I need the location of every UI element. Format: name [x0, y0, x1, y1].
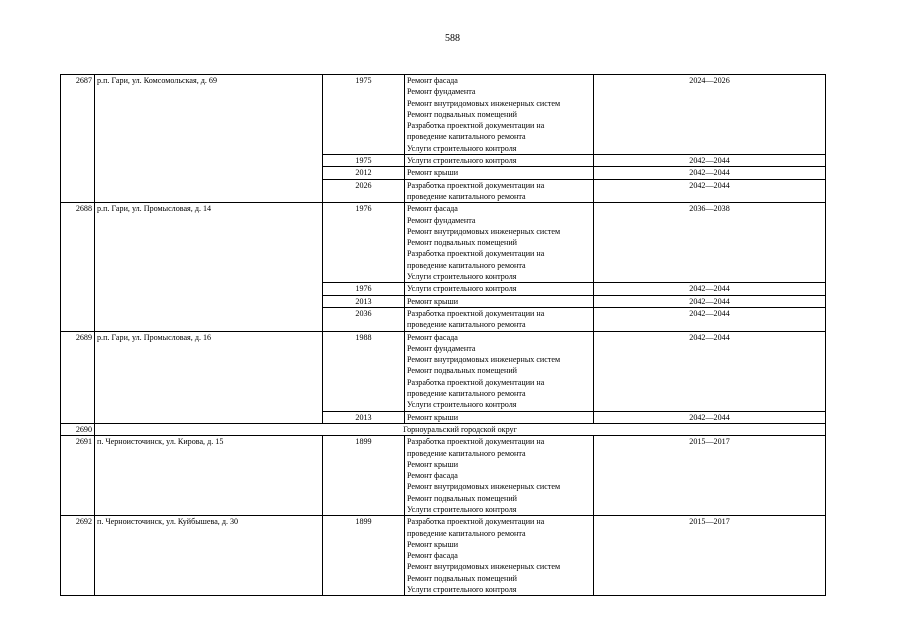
period-cell: 2042—2044 [594, 283, 826, 295]
work-item: Услуги строительного контроля [407, 284, 517, 294]
period-cell: 2042—2044 [594, 155, 826, 167]
works-cell [405, 331, 594, 411]
row-number: 2687 [61, 75, 95, 203]
works-cell [405, 203, 594, 283]
period-cell: 2015—2017 [594, 516, 826, 596]
period-cell: 2042—2044 [594, 411, 826, 423]
work-item: Услуги строительного контроля [407, 504, 517, 514]
row-number: 2691 [61, 436, 95, 516]
work-item: проведение капитального ремонта [407, 389, 526, 399]
works-cell [405, 516, 594, 596]
works-cell [405, 75, 594, 155]
row-number: 2688 [61, 203, 95, 331]
works-cell [405, 411, 594, 423]
work-item: Ремонт фундамента [407, 87, 476, 97]
section-row [61, 423, 826, 435]
section-title: Горноуральский городской округ [95, 423, 826, 435]
work-item: Ремонт фасада [407, 332, 458, 342]
period-cell: 2042—2044 [594, 167, 826, 179]
period-cell: 2024—2026 [594, 75, 826, 155]
period-cell: 2015—2017 [594, 436, 826, 516]
table-row [61, 436, 826, 516]
work-item: Ремонт внутридомовых инженерных систем [407, 482, 561, 492]
year-cell: 1899 [323, 436, 405, 516]
work-item: Ремонт крыши [407, 539, 459, 549]
work-item: Разработка проектной документации на [407, 121, 545, 131]
year-cell: 2012 [323, 167, 405, 179]
period-cell: 2042—2044 [594, 179, 826, 203]
works-cell [405, 307, 594, 331]
period-cell: 2042—2044 [594, 331, 826, 411]
work-item: Разработка проектной документации на [407, 180, 545, 190]
year-cell: 2013 [323, 411, 405, 423]
row-number: 2690 [61, 423, 95, 435]
work-item: проведение капитального ремонта [407, 260, 526, 270]
capital-repair-table [60, 74, 826, 596]
work-item: Ремонт внутридомовых инженерных систем [407, 226, 561, 236]
works-cell [405, 179, 594, 203]
year-cell: 1975 [323, 155, 405, 167]
work-item: Ремонт подвальных помещений [407, 238, 518, 248]
work-item: проведение капитального ремонта [407, 528, 526, 538]
works-cell [405, 283, 594, 295]
table-row [61, 203, 826, 283]
year-cell: 1899 [323, 516, 405, 596]
work-item: Ремонт крыши [407, 296, 459, 306]
year-cell: 1976 [323, 203, 405, 283]
work-item: Ремонт внутридомовых инженерных систем [407, 355, 561, 365]
building-address: п. Черноисточинск, ул. Куйбышева, д. 30 [95, 516, 323, 596]
work-item: проведение капитального ремонта [407, 191, 526, 201]
work-item: Услуги строительного контроля [407, 272, 517, 282]
table-body [61, 75, 826, 596]
period-cell: 2042—2044 [594, 295, 826, 307]
year-cell: 1988 [323, 331, 405, 411]
work-item: Ремонт подвальных помещений [407, 109, 518, 119]
work-item: Ремонт подвальных помещений [407, 573, 518, 583]
work-item: Разработка проектной документации на [407, 249, 545, 259]
work-item: Услуги строительного контроля [407, 156, 517, 166]
row-number: 2689 [61, 331, 95, 423]
works-cell [405, 155, 594, 167]
work-item: Ремонт фасада [407, 76, 458, 85]
table-row [61, 75, 826, 155]
building-address: п. Черноисточинск, ул. Кирова, д. 15 [95, 436, 323, 516]
works-cell [405, 436, 594, 516]
year-cell: 2036 [323, 307, 405, 331]
period-cell: 2042—2044 [594, 307, 826, 331]
year-cell: 1976 [323, 283, 405, 295]
period-cell: 2036—2038 [594, 203, 826, 283]
work-item: Ремонт фундамента [407, 343, 476, 353]
work-item: Ремонт крыши [407, 412, 459, 422]
work-item: Ремонт фасада [407, 471, 458, 481]
work-item: Ремонт фасада [407, 551, 458, 561]
work-item: Ремонт подвальных помещений [407, 493, 518, 503]
works-cell [405, 295, 594, 307]
row-number: 2692 [61, 516, 95, 596]
table-row [61, 516, 826, 596]
work-item: Ремонт крыши [407, 168, 459, 178]
building-address: р.п. Гари, ул. Промысловая, д. 16 [95, 331, 323, 423]
page-number: 588 [445, 33, 460, 44]
work-item: проведение капитального ремонта [407, 448, 526, 458]
work-item: Ремонт фундамента [407, 215, 476, 225]
year-cell: 2013 [323, 295, 405, 307]
work-item: Разработка проектной документации на [407, 437, 545, 447]
work-item: Ремонт фасада [407, 204, 458, 214]
works-cell [405, 167, 594, 179]
work-item: Разработка проектной документации на [407, 517, 545, 527]
work-item: проведение капитального ремонта [407, 132, 526, 142]
work-item: Услуги строительного контроля [407, 143, 517, 153]
work-item: Разработка проектной документации на [407, 377, 545, 387]
work-item: Разработка проектной документации на [407, 308, 545, 318]
year-cell: 1975 [323, 75, 405, 155]
work-item: Ремонт подвальных помещений [407, 366, 518, 376]
work-item: Ремонт внутридомовых инженерных систем [407, 562, 561, 572]
work-item: Услуги строительного контроля [407, 585, 517, 595]
work-item: Ремонт крыши [407, 459, 459, 469]
work-item: Услуги строительного контроля [407, 400, 517, 410]
building-address: р.п. Гари, ул. Комсомольская, д. 69 [95, 75, 323, 203]
table-row [61, 331, 826, 411]
building-address: р.п. Гари, ул. Промысловая, д. 14 [95, 203, 323, 331]
work-item: Ремонт внутридомовых инженерных систем [407, 98, 561, 108]
work-item: проведение капитального ремонта [407, 320, 526, 330]
year-cell: 2026 [323, 179, 405, 203]
